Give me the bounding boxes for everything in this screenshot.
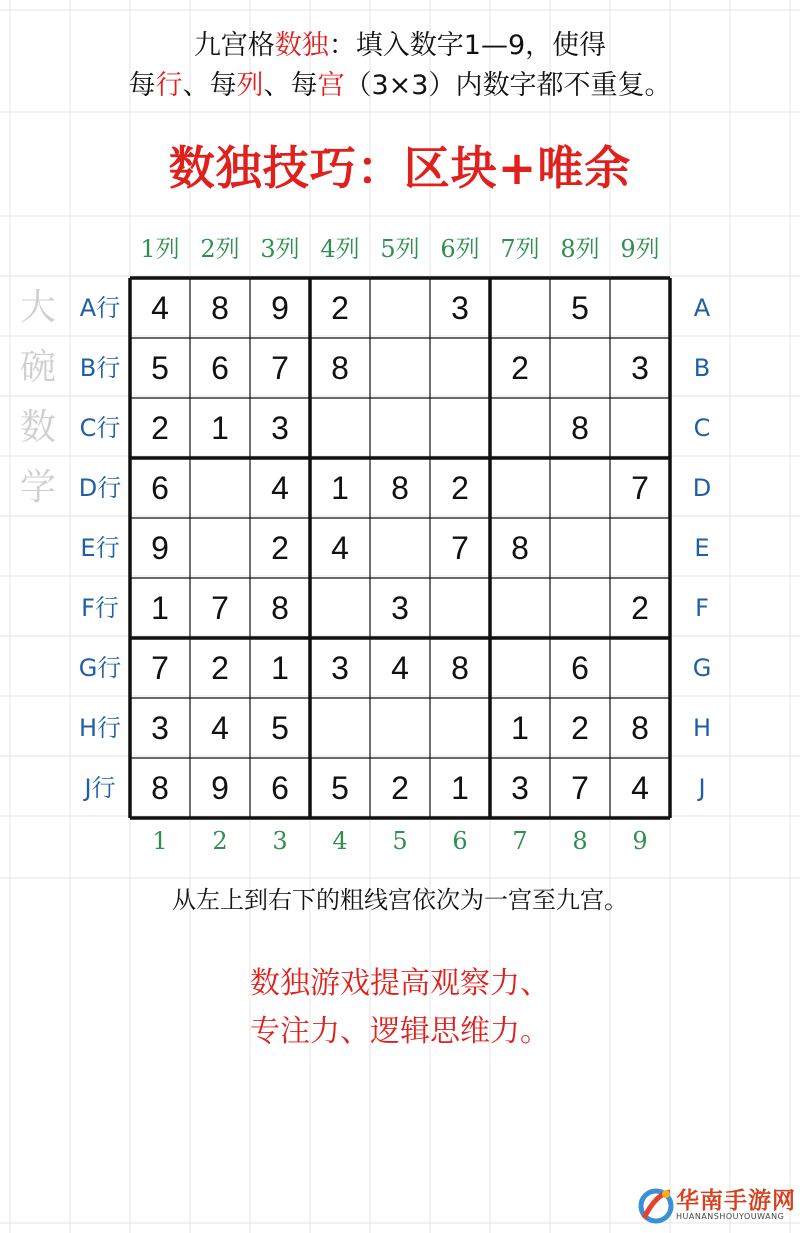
- sudoku-cell-D9: 7: [631, 470, 649, 506]
- row-letter-8: H: [692, 714, 712, 742]
- sudoku-cell-D8[interactable]: [550, 458, 610, 518]
- intro-line-1: [70, 26, 730, 66]
- column-number-9: 9: [632, 827, 648, 855]
- column-number-7: 7: [512, 827, 528, 855]
- sudoku-cell-C6[interactable]: [430, 398, 490, 458]
- row-label-8: H行: [78, 714, 122, 742]
- sudoku-cell-G8: 6: [571, 650, 589, 686]
- sudoku-board: [128, 276, 672, 820]
- sudoku-cell-F6[interactable]: [430, 578, 490, 638]
- sudoku-cell-B6[interactable]: [430, 338, 490, 398]
- sudoku-cell-F7[interactable]: [490, 578, 550, 638]
- column-number-2: 2: [212, 827, 228, 855]
- sudoku-cell-C8: 8: [571, 410, 589, 446]
- sudoku-cell-A6: 3: [451, 290, 469, 326]
- row-letter-4: D: [692, 474, 712, 502]
- row-label-4: D行: [78, 474, 122, 502]
- sudoku-cell-A4: 2: [331, 290, 349, 326]
- sudoku-cell-J5: 2: [391, 770, 409, 806]
- side-character: 数: [19, 407, 56, 448]
- sudoku-cell-J1: 8: [151, 770, 169, 806]
- column-label-9: 9列: [620, 235, 660, 263]
- intro-line-1-segment: 九宫格: [193, 30, 275, 61]
- sudoku-cell-C3: 3: [271, 410, 289, 446]
- sudoku-cell-G3: 1: [271, 650, 289, 686]
- sudoku-cell-E6: 7: [451, 530, 469, 566]
- sudoku-cell-J4: 5: [331, 770, 349, 806]
- column-label-7: 7列: [500, 235, 540, 263]
- sudoku-cell-J6: 1: [451, 770, 469, 806]
- row-label-7: G行: [78, 654, 122, 682]
- sudoku-cell-E3: 2: [271, 530, 289, 566]
- closing-text: [70, 960, 730, 1056]
- sudoku-cell-F1: 1: [151, 590, 169, 626]
- row-label-2: B行: [79, 354, 121, 382]
- intro-line-1-segment: ：填入数字1—9，使得: [328, 30, 607, 61]
- logo-subtitle: HUANANSHOUYOUWANG: [676, 1212, 785, 1221]
- sudoku-cell-E2[interactable]: [190, 518, 250, 578]
- sudoku-cell-A8: 5: [571, 290, 589, 326]
- row-label-6: F行: [81, 594, 119, 622]
- sudoku-cell-B7: 2: [511, 350, 529, 386]
- sudoku-cell-H3: 5: [271, 710, 289, 746]
- sudoku-cell-J9: 4: [631, 770, 649, 806]
- sudoku-cell-E5[interactable]: [370, 518, 430, 578]
- column-label-5: 5列: [380, 235, 420, 263]
- intro-line-1-segment: 数独: [274, 30, 329, 61]
- column-number-4: 4: [332, 827, 348, 855]
- side-character: 大: [19, 287, 56, 328]
- row-letter-7: G: [692, 654, 712, 682]
- intro-line-2-segment: 宫: [317, 70, 345, 101]
- sudoku-cell-D3: 4: [271, 470, 289, 506]
- sudoku-cell-B4: 8: [331, 350, 349, 386]
- column-label-6: 6列: [440, 235, 480, 263]
- side-character: 学: [19, 467, 56, 508]
- sudoku-cell-E8[interactable]: [550, 518, 610, 578]
- sudoku-cell-H9: 8: [631, 710, 649, 746]
- sudoku-cell-G2: 2: [211, 650, 229, 686]
- column-label-4: 4列: [320, 235, 360, 263]
- sudoku-cell-D1: 6: [151, 470, 169, 506]
- sudoku-cell-G9[interactable]: [610, 638, 670, 698]
- intro-line-2-segment: 、每: [263, 70, 318, 101]
- sudoku-cell-C1: 2: [151, 410, 169, 446]
- column-number-1: 1: [152, 827, 168, 855]
- site-logo: [636, 1180, 796, 1230]
- intro-line-2-segment: 列: [236, 70, 264, 101]
- sudoku-cell-D5: 8: [391, 470, 409, 506]
- sudoku-cell-A7[interactable]: [490, 278, 550, 338]
- page-title: 数独技巧：区块+唯余: [168, 141, 632, 195]
- sudoku-cell-H1: 3: [151, 710, 169, 746]
- sudoku-cell-H7: 1: [511, 710, 529, 746]
- sudoku-cell-A2: 8: [211, 290, 229, 326]
- sudoku-cell-A1: 4: [151, 290, 169, 326]
- row-letter-9: J: [698, 774, 706, 802]
- row-label-3: C行: [79, 414, 121, 442]
- column-number-8: 8: [572, 827, 588, 855]
- row-letter-6: F: [695, 594, 709, 622]
- sudoku-cell-B1: 5: [151, 350, 169, 386]
- sudoku-cell-H5[interactable]: [370, 698, 430, 758]
- sudoku-cell-D7[interactable]: [490, 458, 550, 518]
- sudoku-cell-A5[interactable]: [370, 278, 430, 338]
- logo-name: 华南手游网: [676, 1188, 796, 1214]
- sudoku-cell-J8: 7: [571, 770, 589, 806]
- sudoku-cell-F9: 2: [631, 590, 649, 626]
- sudoku-cell-D6: 2: [451, 470, 469, 506]
- row-letter-3: C: [693, 414, 711, 442]
- sudoku-cell-A9[interactable]: [610, 278, 670, 338]
- column-label-1: 1列: [140, 235, 180, 263]
- column-number-6: 6: [452, 827, 468, 855]
- sudoku-cell-F4[interactable]: [310, 578, 370, 638]
- sudoku-cell-J3: 6: [271, 770, 289, 806]
- side-character: 碗: [19, 347, 56, 388]
- sudoku-cell-H2: 4: [211, 710, 229, 746]
- sudoku-cell-E9[interactable]: [610, 518, 670, 578]
- closing-line-2: 专注力、逻辑思维力。: [250, 1014, 550, 1049]
- sudoku-cell-G1: 7: [151, 650, 169, 686]
- sudoku-cell-E4: 4: [331, 530, 349, 566]
- intro-line-2-segment: （3×3）内数字都不重复。: [344, 70, 672, 101]
- sudoku-cell-B3: 7: [271, 350, 289, 386]
- sudoku-cell-B2: 6: [211, 350, 229, 386]
- row-letter-2: B: [693, 354, 711, 382]
- column-label-8: 8列: [560, 235, 600, 263]
- intro-line-2: [70, 66, 730, 106]
- sudoku-cell-F8[interactable]: [550, 578, 610, 638]
- sudoku-cell-E1: 9: [151, 530, 169, 566]
- sudoku-cell-J2: 9: [211, 770, 229, 806]
- row-letter-5: E: [694, 534, 710, 562]
- sudoku-cell-B9: 3: [631, 350, 649, 386]
- sudoku-cell-C4[interactable]: [310, 398, 370, 458]
- column-label-2: 2列: [200, 235, 240, 263]
- logo-icon: [636, 1184, 674, 1228]
- sudoku-cell-F2: 7: [211, 590, 229, 626]
- sudoku-cell-C9[interactable]: [610, 398, 670, 458]
- sudoku-cell-G6: 8: [451, 650, 469, 686]
- sudoku-cell-H6[interactable]: [430, 698, 490, 758]
- row-label-1: A行: [79, 294, 121, 322]
- sudoku-cell-G7[interactable]: [490, 638, 550, 698]
- intro-line-2-segment: 行: [155, 70, 183, 101]
- intro-text: [70, 26, 730, 106]
- sudoku-cell-B8[interactable]: [550, 338, 610, 398]
- row-letter-1: A: [693, 294, 711, 322]
- sudoku-cell-J7: 3: [511, 770, 529, 806]
- sudoku-cell-C5[interactable]: [370, 398, 430, 458]
- region-note: 从左上到右下的粗线宫依次为一宫至九宫。: [172, 886, 628, 914]
- sudoku-cell-H8: 2: [571, 710, 589, 746]
- sudoku-cell-A3: 9: [271, 290, 289, 326]
- closing-line-1: 数独游戏提高观察力、: [250, 966, 550, 1001]
- sudoku-cell-B5[interactable]: [370, 338, 430, 398]
- sudoku-cell-C7[interactable]: [490, 398, 550, 458]
- sudoku-cell-F5: 3: [391, 590, 409, 626]
- sudoku-cell-E7: 8: [511, 530, 529, 566]
- sudoku-cell-C2: 1: [211, 410, 229, 446]
- intro-line-2-segment: 、每: [182, 70, 237, 101]
- column-number-3: 3: [272, 827, 288, 855]
- row-label-5: E行: [80, 534, 120, 562]
- sudoku-cell-H4[interactable]: [310, 698, 370, 758]
- sudoku-cell-D2[interactable]: [190, 458, 250, 518]
- sudoku-cell-D4: 1: [331, 470, 349, 506]
- sudoku-cell-F3: 8: [271, 590, 289, 626]
- column-number-5: 5: [392, 827, 408, 855]
- sudoku-cell-G4: 3: [331, 650, 349, 686]
- sudoku-cell-G5: 4: [391, 650, 409, 686]
- intro-line-2-segment: 每: [128, 70, 156, 101]
- column-label-3: 3列: [260, 235, 300, 263]
- row-label-9: J行: [84, 774, 116, 802]
